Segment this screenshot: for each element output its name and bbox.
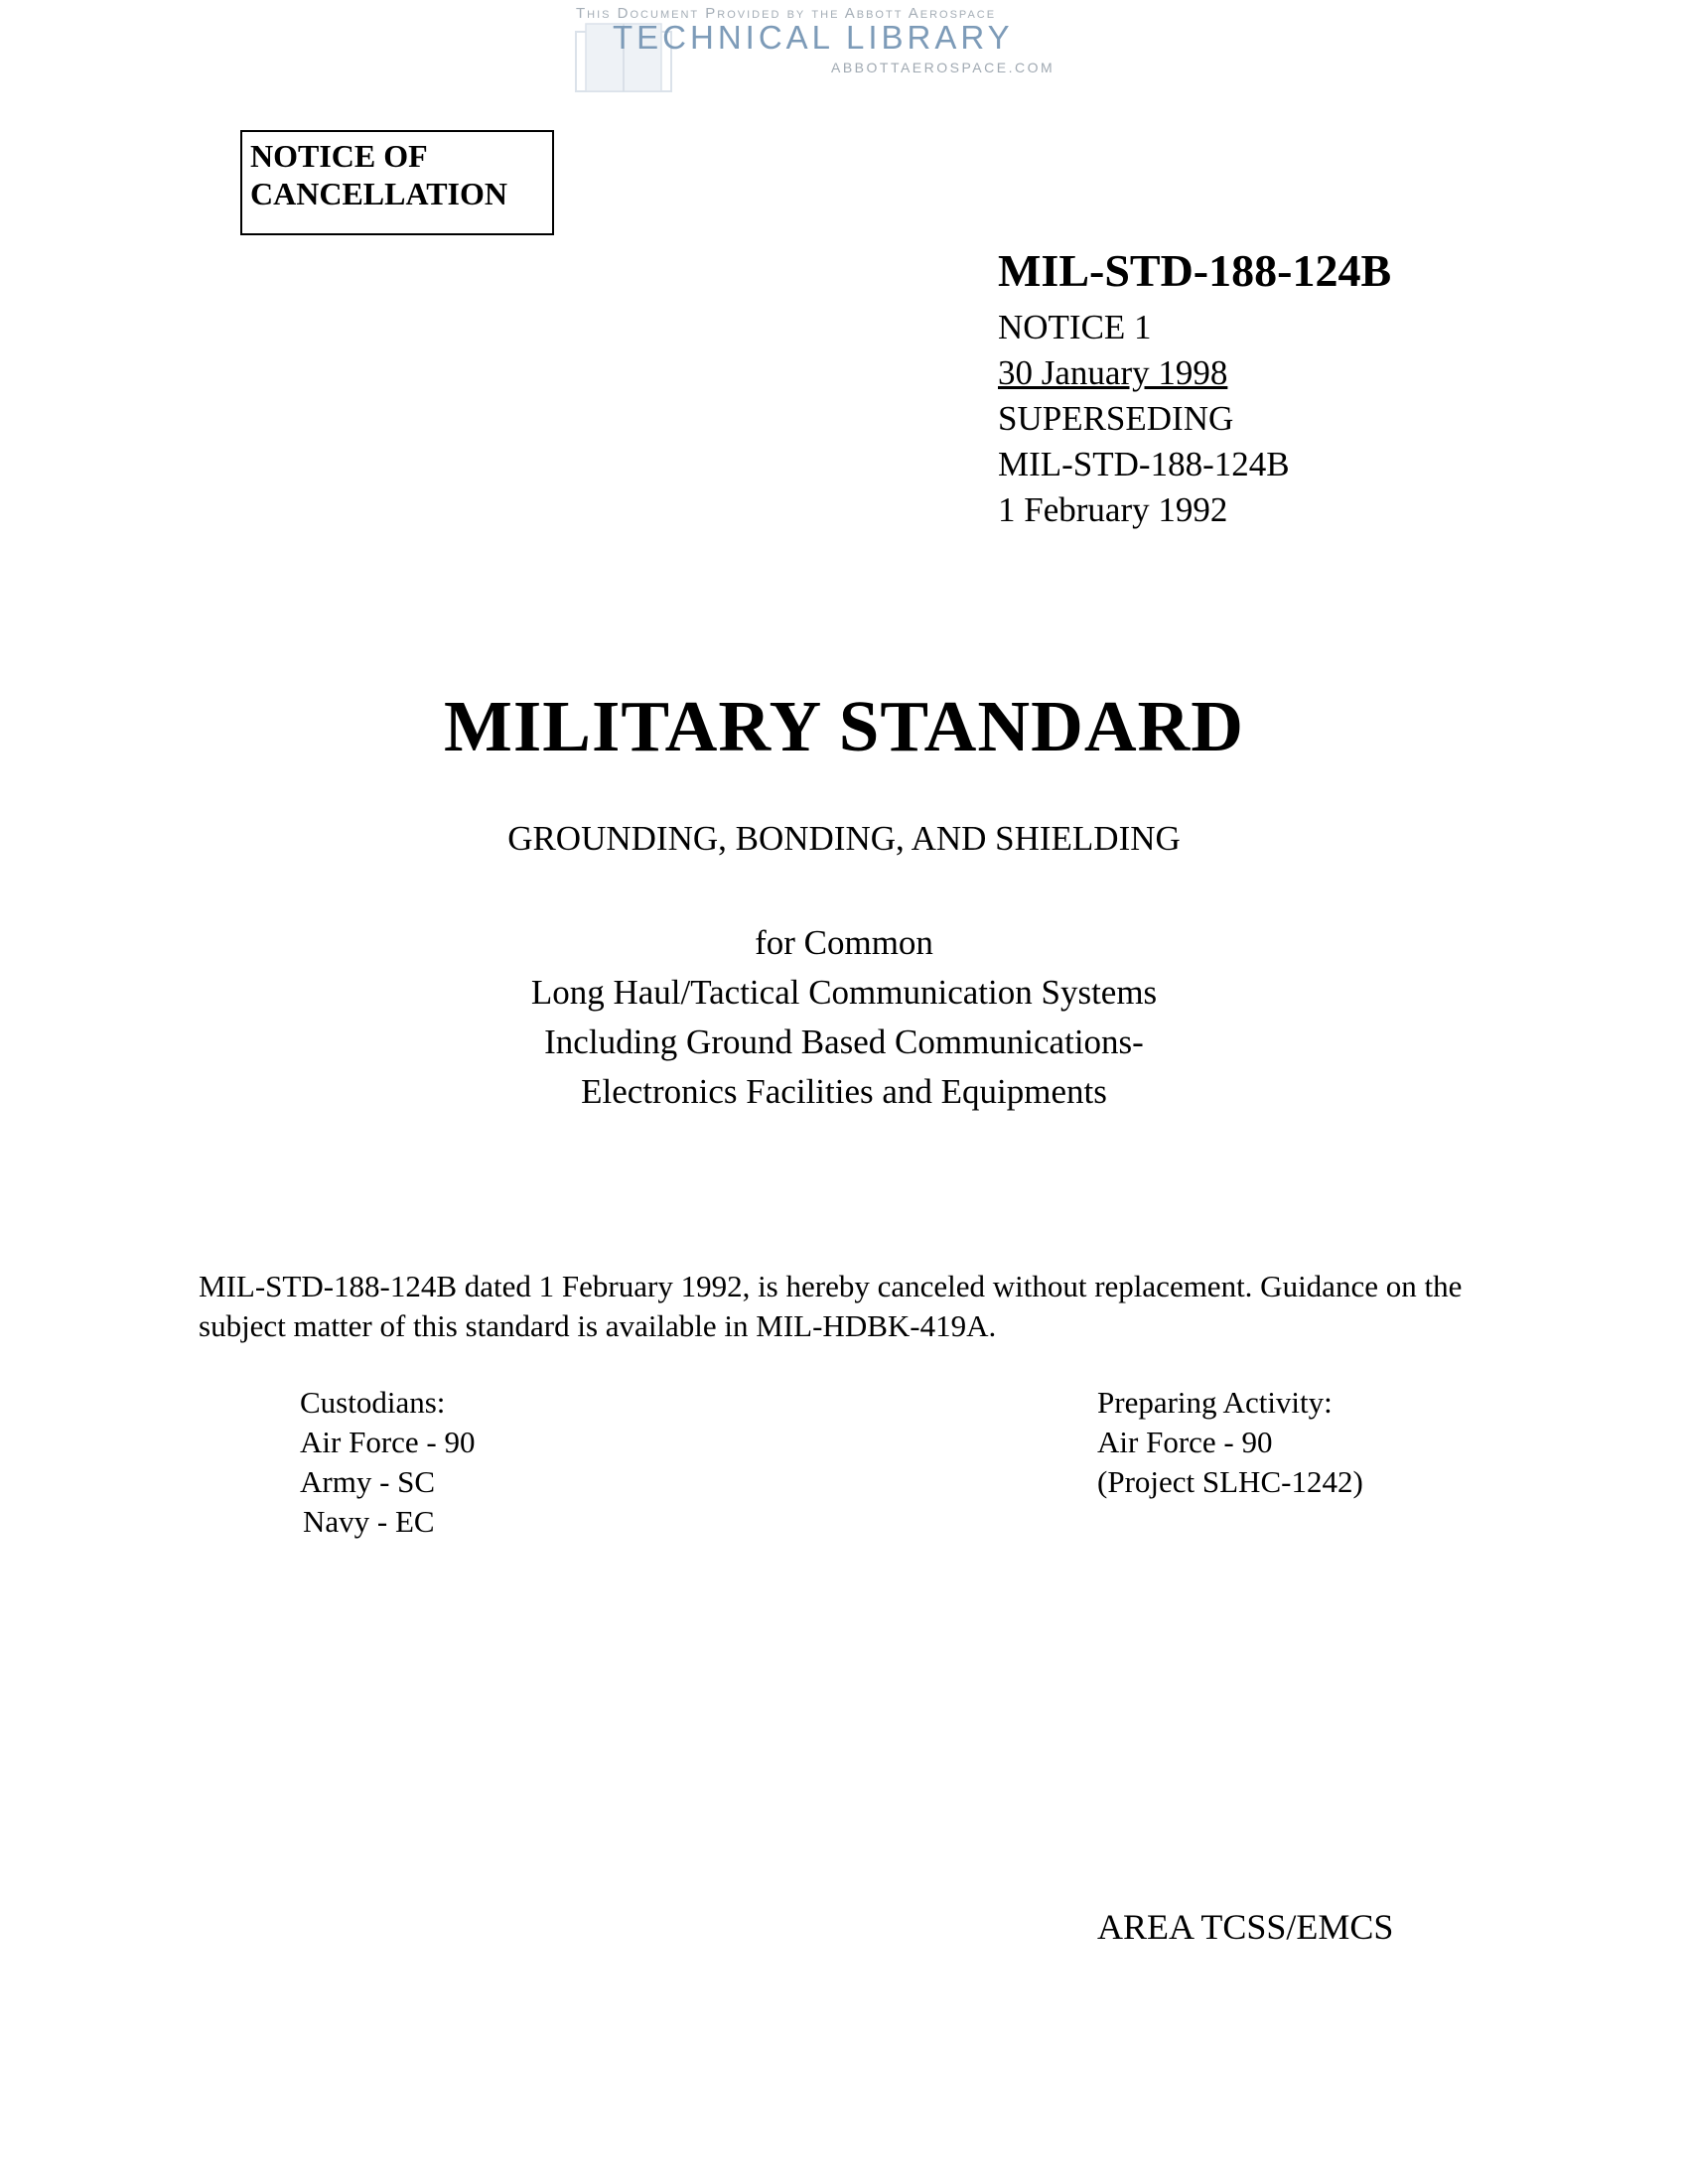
watermark-provided-by: This Document Provided by the Abbott Aerospace [576, 5, 997, 22]
preparing-activity-label: Preparing Activity: [1097, 1385, 1333, 1420]
superseded-date: 1 February 1992 [998, 490, 1228, 529]
watermark-technical-library: TECHNICAL LIBRARY [613, 19, 1014, 56]
scope-description [0, 918, 1688, 1117]
notice-of-cancellation-box [240, 130, 554, 235]
custodian-entry: Air Force - 90 [300, 1425, 476, 1459]
page-title: MILITARY STANDARD [444, 686, 1244, 766]
notice-number: NOTICE 1 [998, 308, 1152, 346]
cancellation-line-2: CANCELLATION [250, 176, 507, 211]
notice-date: 30 January 1998 [998, 353, 1228, 392]
area-code: AREA TCSS/EMCS [1097, 1907, 1394, 1947]
cancellation-line-1: NOTICE OF [250, 138, 428, 174]
watermark-website: ABBOTTAEROSPACE.COM [831, 60, 1055, 75]
preparing-activity-block [1097, 1383, 1363, 1502]
custodian-entry: Army - SC [300, 1464, 436, 1499]
cancellation-statement: MIL-STD-188-124B dated 1 February 1992, is hereby canceled without replacement. Guidance on the subject matter of this standard is available in MIL-HDBK-419A. [199, 1269, 1463, 1343]
scope-line: Long Haul/Tactical Communication Systems [530, 973, 1158, 1012]
document-id: MIL-STD-188-124B [998, 245, 1392, 296]
page-subtitle: GROUNDING, BONDING, AND SHIELDING [507, 819, 1181, 858]
custodian-entry: Navy - EC [303, 1504, 435, 1539]
scope-line: Electronics Facilities and Equipments [581, 1072, 1107, 1111]
preparing-activity-entry: Air Force - 90 [1097, 1425, 1273, 1459]
superseding-label: SUPERSEDING [998, 399, 1234, 438]
preparing-activity-entry: (Project SLHC-1242) [1097, 1464, 1363, 1499]
scope-line: Including Ground Based Communications- [544, 1023, 1144, 1061]
scope-line: for Common [755, 923, 933, 962]
superseded-document-id: MIL-STD-188-124B [998, 445, 1290, 483]
custodians-block [300, 1383, 475, 1542]
custodians-label: Custodians: [300, 1385, 446, 1420]
